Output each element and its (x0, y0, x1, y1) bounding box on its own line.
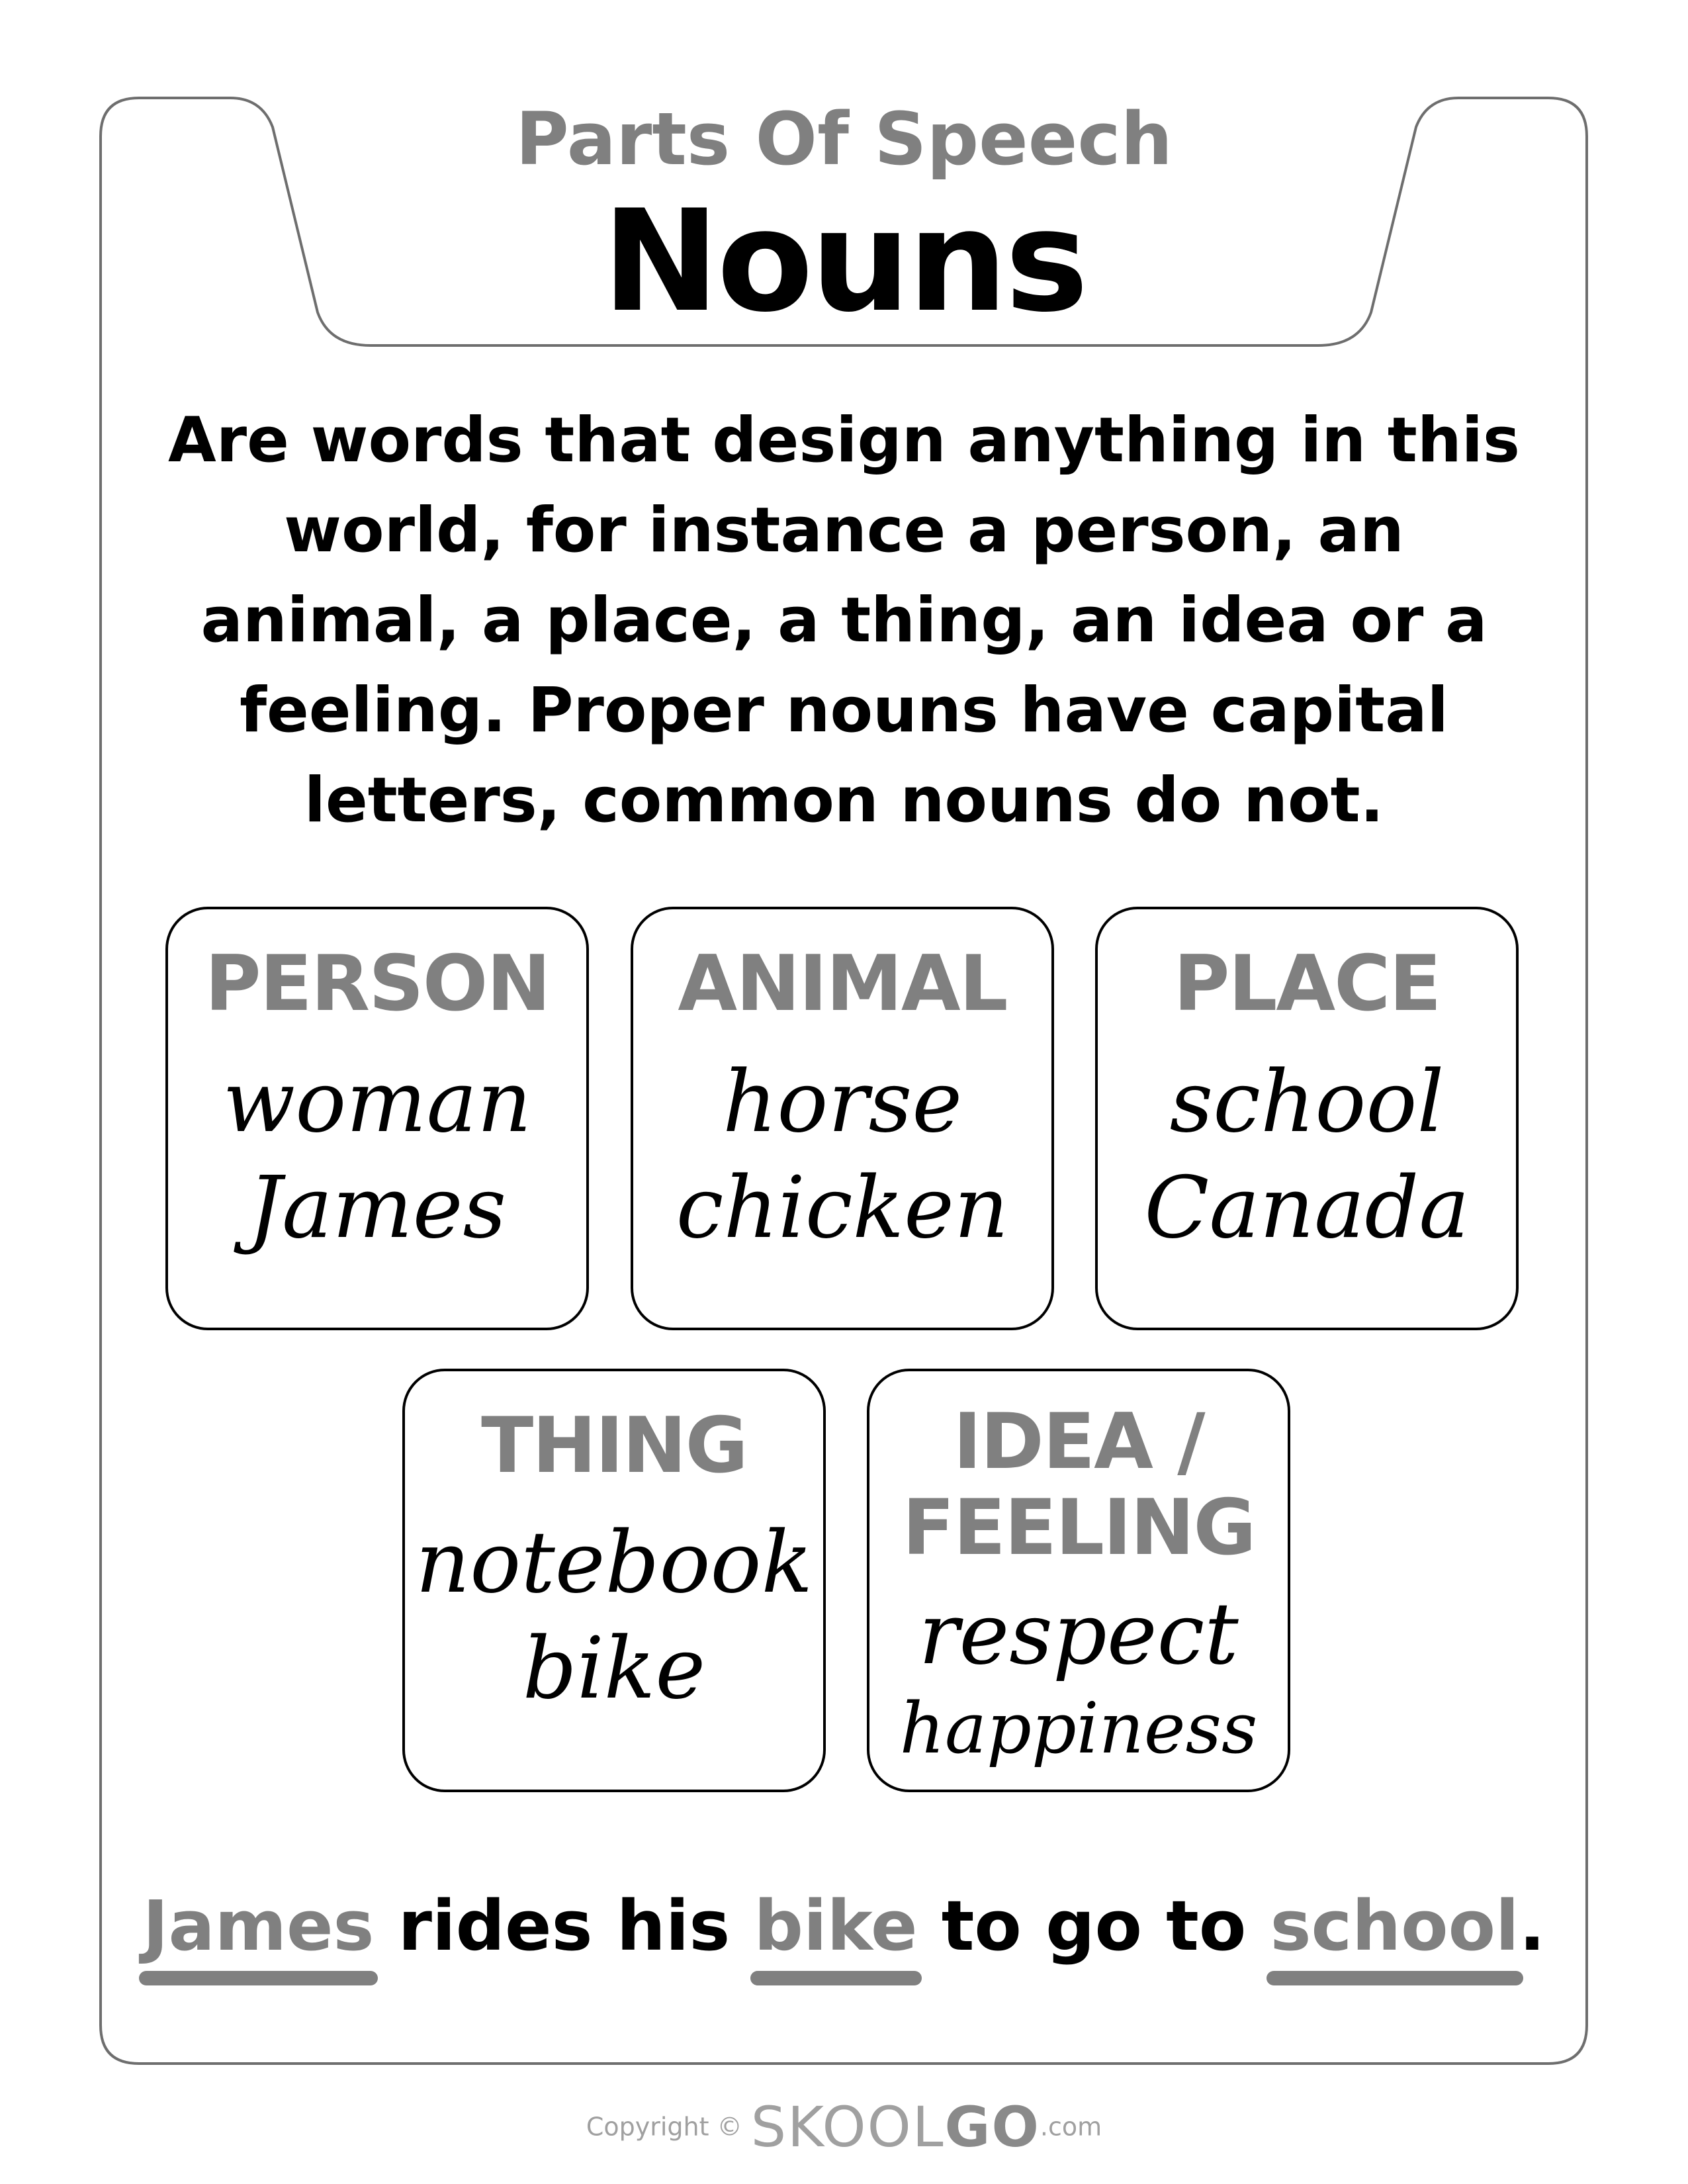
card-example: bike (522, 1619, 706, 1718)
card-heading: PLACE (1173, 939, 1441, 1028)
card-example: school (1169, 1053, 1444, 1152)
card-animal (631, 907, 1054, 1330)
sentence-text: to go to (917, 1886, 1270, 1966)
card-heading: FEELING (902, 1483, 1255, 1572)
sentence-text: rides his (374, 1886, 754, 1966)
card-heading: ANIMAL (678, 939, 1007, 1028)
card-example: horse (722, 1053, 963, 1152)
example-sentence (0, 1880, 1688, 1972)
page-subtitle: Parts Of Speech (515, 97, 1173, 181)
sentence-end: . (1519, 1886, 1546, 1966)
card-heading: IDEA / (953, 1397, 1204, 1486)
highlighted-noun: bike (754, 1880, 918, 1972)
card-example: James (247, 1159, 507, 1257)
card-example: notebook (415, 1514, 813, 1612)
brand-domain: .com (1040, 2112, 1102, 2142)
card-example: happiness (899, 1688, 1258, 1769)
brand-text-go: GO (944, 2094, 1040, 2160)
card-thing (402, 1369, 826, 1792)
brand-logo (751, 2095, 1040, 2160)
card-example: Canada (1144, 1159, 1470, 1257)
definition-text: Are words that design anything in this world, for instance a person, an animal, a place, a thing, an idea or a feeling. Proper nouns have capital letters, common nouns do not. (168, 404, 1520, 837)
highlighted-noun: school (1270, 1880, 1519, 1972)
page-title: Nouns (601, 179, 1087, 343)
card-heading: THING (481, 1401, 747, 1490)
footer (0, 2094, 1688, 2160)
brand-text: SKOOL (750, 2094, 945, 2160)
card-example: woman (222, 1053, 532, 1152)
card-example: chicken (676, 1159, 1009, 1257)
highlighted-noun: James (143, 1880, 375, 1972)
card-person (165, 907, 589, 1330)
card-idea-feeling (867, 1369, 1290, 1792)
card-place (1095, 907, 1519, 1330)
card-heading: PERSON (204, 939, 550, 1028)
copyright-text: Copyright © (586, 2112, 742, 2142)
card-example: respect (918, 1585, 1239, 1684)
